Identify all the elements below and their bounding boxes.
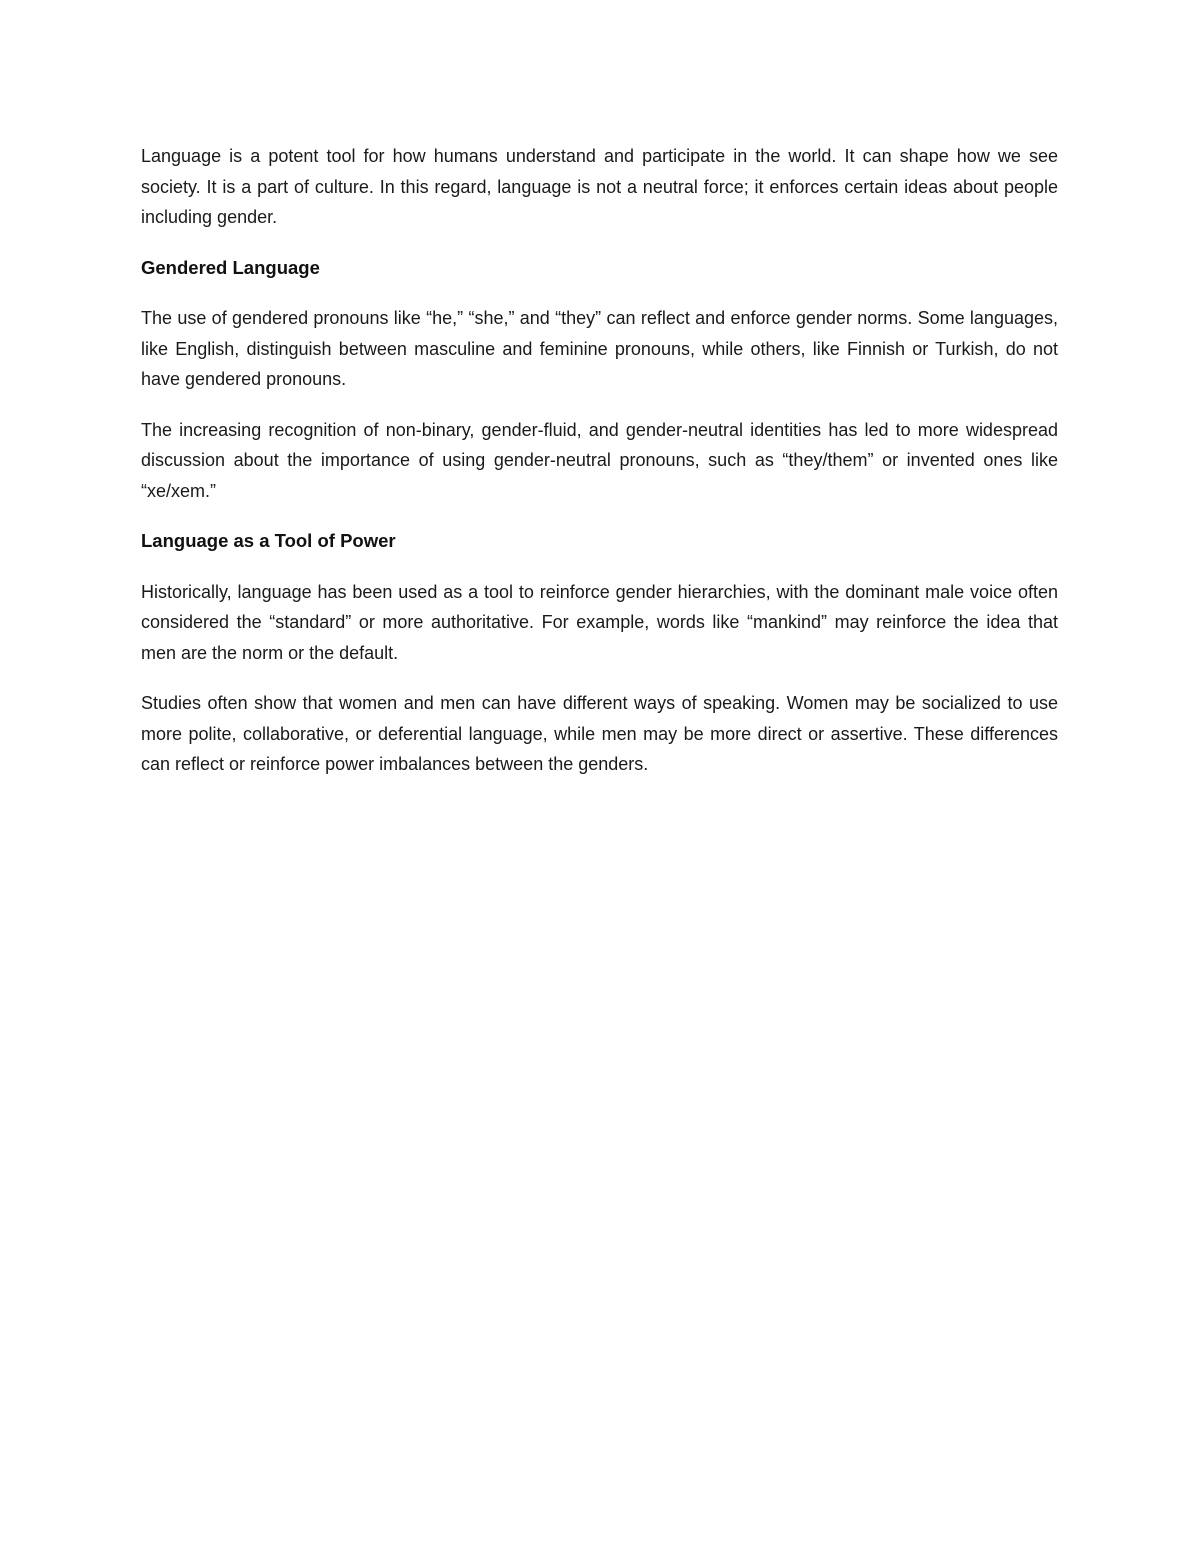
paragraph-gender-hierarchies: Historically, language has been used as a tool to reinforce gender hierarchies, with the dominant male voice often considered the “standard” or more authoritative. For example, words like “mankind” may reinforce the idea that men are the norm or the default.: [141, 581, 1058, 663]
document-body: [141, 141, 1058, 800]
section-heading-tool-of-power: Language as a Tool of Power: [141, 530, 396, 551]
paragraph-gender-neutral-identities: The increasing recognition of non-binary, gender-fluid, and gender-neutral identities has led to more widespread discussion about the importance of using gender-neutral pronouns, such as “they/them” or invented ones like “xe/xem.”: [141, 419, 1058, 501]
paragraph-gendered-pronouns: The use of gendered pronouns like “he,” “she,” and “they” can reflect and enforce gender norms. Some languages, like English, distinguish between masculine and feminine pronouns, while others, like Finnish or Turkish, do not have gendered pronouns.: [141, 308, 1058, 389]
paragraph-speaking-differences: Studies often show that women and men can have different ways of speaking. Women may be socialized to use more polite, collaborative, or deferential language, while men may be more direct or assertive. These differences can reflect or reinforce power imbalances between the genders.: [141, 693, 1058, 774]
section-heading-gendered-language: Gendered Language: [141, 256, 320, 278]
intro-paragraph: Language is a potent tool for how humans understand and participate in the world. It can shape how we see society. It is a part of culture. In this regard, language is not a neutral force; it enforces certain ideas about people including gender.: [141, 146, 1058, 227]
